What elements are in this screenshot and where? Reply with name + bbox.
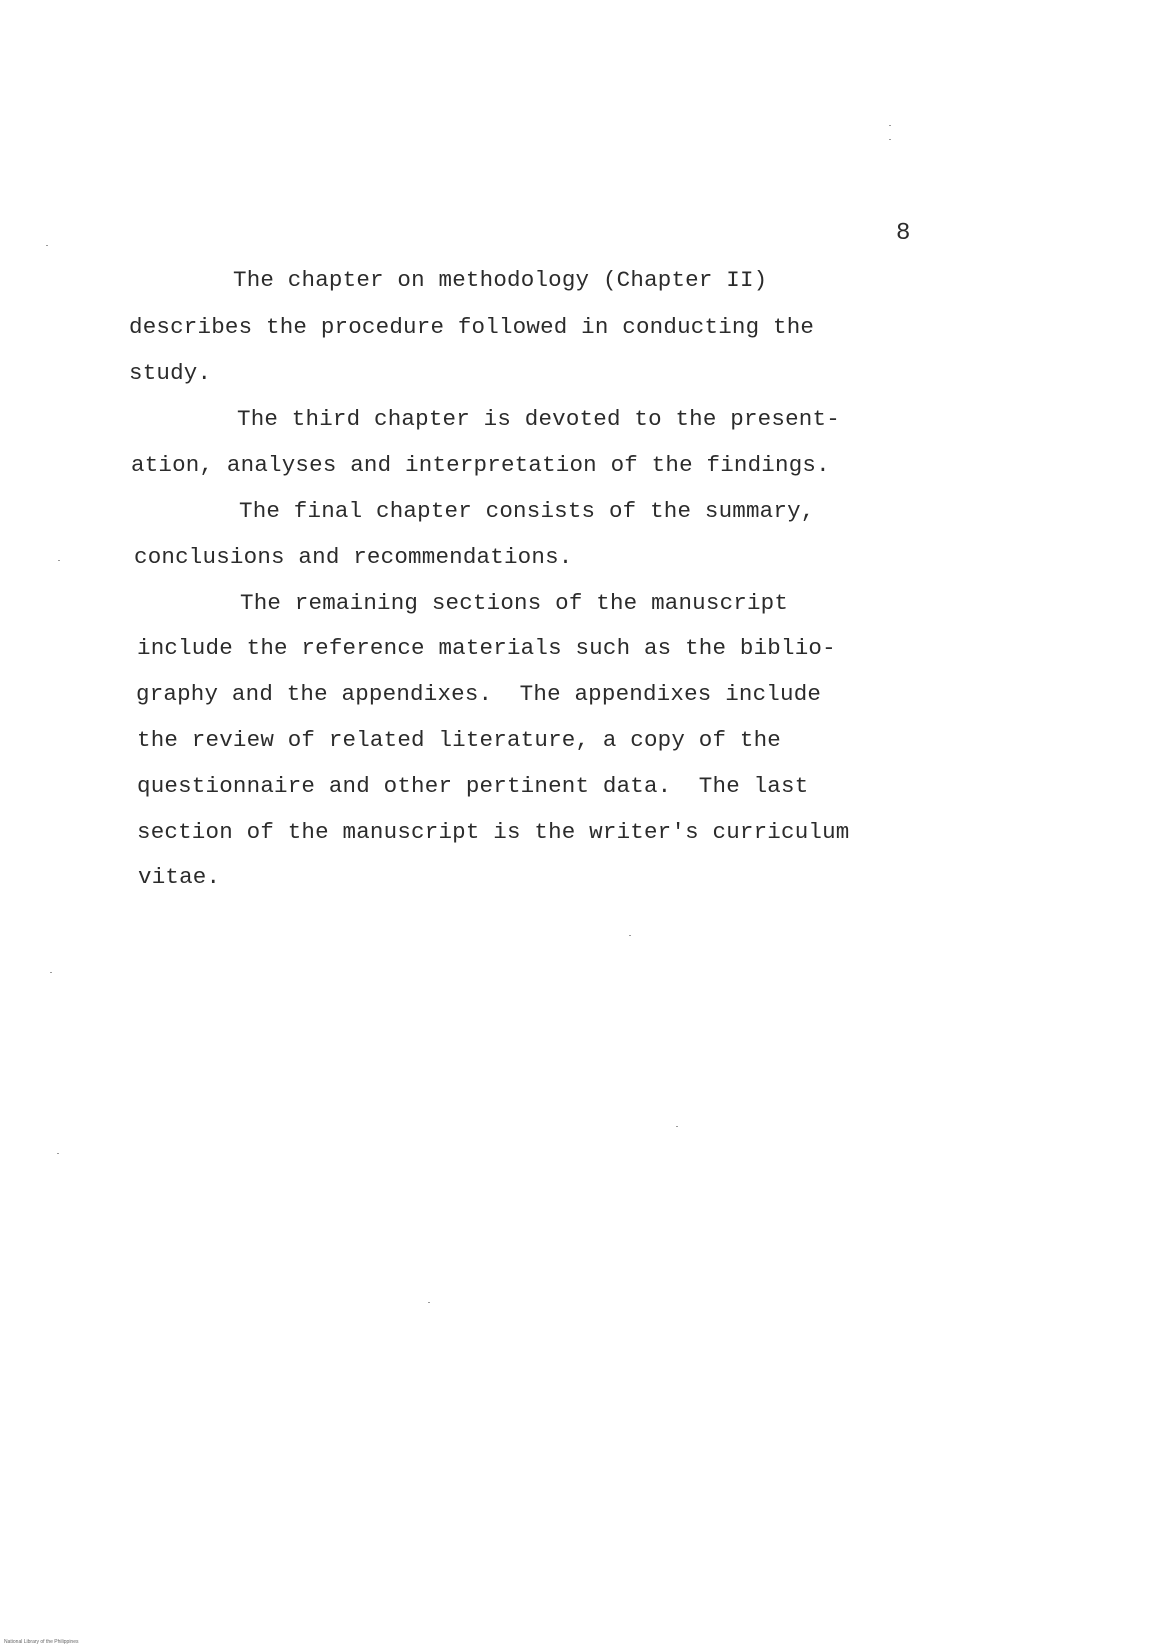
text-line: ation, analyses and interpretation of the findings. bbox=[131, 452, 830, 478]
text-line: include the reference materials such as the biblio- bbox=[137, 635, 836, 661]
text-line: vitae. bbox=[138, 864, 221, 890]
footer-note: National Library of the Philippines bbox=[4, 1639, 79, 1645]
text-line: The final chapter consists of the summary, bbox=[239, 498, 815, 524]
scan-speck bbox=[50, 972, 52, 973]
scan-speck bbox=[629, 935, 631, 936]
scan-speck bbox=[428, 1302, 430, 1303]
text-line: The third chapter is devoted to the present- bbox=[237, 406, 840, 432]
scan-speck bbox=[889, 125, 891, 126]
text-line: The chapter on methodology (Chapter II) bbox=[233, 267, 768, 293]
text-line: the review of related literature, a copy of the bbox=[137, 727, 782, 753]
text-line: describes the procedure followed in conducting the bbox=[129, 314, 815, 340]
scan-speck bbox=[46, 245, 48, 246]
text-line: conclusions and recommendations. bbox=[134, 544, 573, 570]
scan-speck bbox=[57, 1153, 59, 1154]
text-line: The remaining sections of the manuscript bbox=[240, 590, 789, 616]
text-line: study. bbox=[129, 360, 212, 386]
scan-speck bbox=[58, 560, 60, 561]
scan-speck bbox=[676, 1126, 678, 1127]
text-line: graphy and the appendixes. The appendixes include bbox=[136, 681, 822, 707]
scan-speck bbox=[889, 139, 891, 140]
text-line: section of the manuscript is the writer's curriculum bbox=[137, 819, 850, 845]
text-line: questionnaire and other pertinent data. The last bbox=[137, 773, 809, 799]
page-number: 8 bbox=[896, 220, 911, 247]
